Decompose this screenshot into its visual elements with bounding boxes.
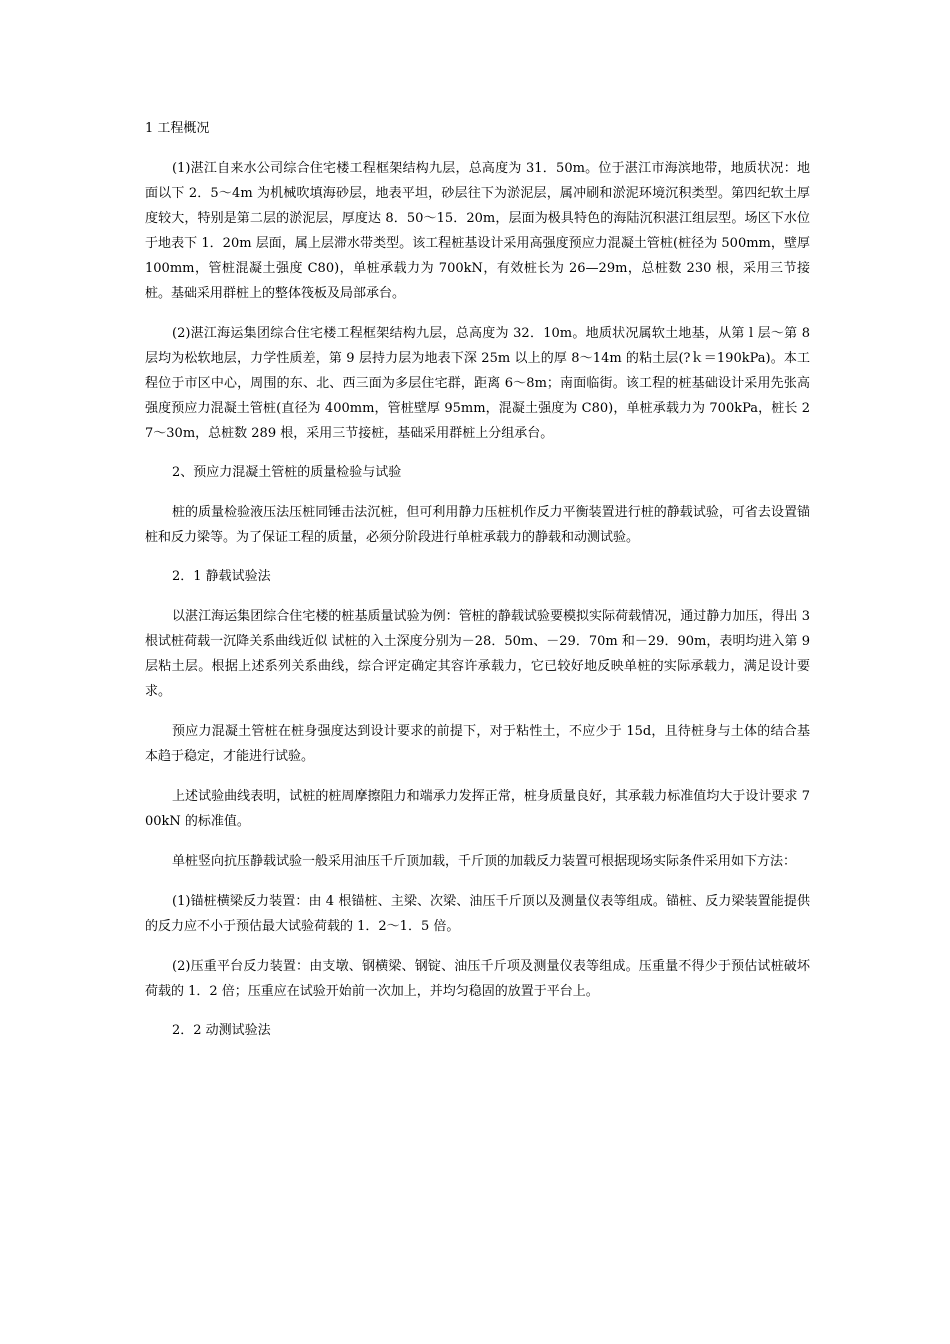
section-1-paragraph-2: (2)湛江海运集团综合住宅楼工程框架结构九层，总高度为 32．10m。地质状况属软土地基，从第 l 层～第 8 层均为松软地层，力学性质差，第 9 层持力层为地表下深 25m 以上的厚 8～14m 的粘土层(?ｋ＝190kPa)。本工程位于市区中心，周围的东、北、西三面为多层住宅群，距离 6～8m；南面临街。该工程的桩基础设计采用先张高强度预应力混凝土管桩(直径为 400mm，管桩壁厚 95mm，混凝土强度为 C80)，单桩承载力为 700kPa，桩长 27～30m，总桩数 289 根，采用三节接桩，基础采用群桩上分组承台。	[145, 326, 810, 441]
section-2-1-title: 2．1 静载试验法	[172, 569, 271, 584]
section-2-paragraph-1: 桩的质量检验液压法压桩同锤击法沉桩，但可利用静力压桩机作反力平衡装置进行桩的静载试验，可省去设置锚桩和反力梁等。为了保证工程的质量，必须分阶段进行单桩承载力的静载和动测试验。	[145, 505, 810, 545]
section-2-1-paragraph-4: 单桩竖向抗压静载试验一般采用油压千斤顶加载，千斤顶的加载反力装置可根据现场实际条件采用如下方法：	[172, 854, 797, 869]
section-2-1-paragraph-5: (1)锚桩横梁反力装置：由 4 根锚桩、主梁、次梁、油压千斤顶以及测量仪表等组成。锚桩、反力梁装置能提供的反力应不小于预估最大试验荷载的 1．2～1．5 倍。	[145, 894, 810, 934]
section-2-1-paragraph-3: 上述试验曲线表明，试桩的桩周摩擦阻力和端承力发挥正常，桩身质量良好，其承载力标准值均大于设计要求 700kN 的标准值。	[145, 789, 810, 829]
section-1-title: 1 工程概况	[145, 121, 210, 136]
section-2-1-paragraph-6: (2)压重平台反力装置：由支墩、钢横梁、钢锭、油压千斤项及测量仪表等组成。压重量不得少于预估试桩破坏荷载的 1．2 倍；压重应在试验开始前一次加上，并均匀稳固的放置于平台上。	[145, 959, 810, 999]
section-2-1-paragraph-2: 预应力混凝土管桩在桩身强度达到设计要求的前提下，对于粘性土，不应少于 15d，且待桩身与土体的结合基本趋于稳定，才能进行试验。	[145, 724, 810, 764]
section-2-1-paragraph-1: 以湛江海运集团综合住宅楼的桩基质量试验为例：管桩的静载试验要模拟实际荷载情况，通过静力加压，得出 3 根试桩荷载一沉降关系曲线近似 试桩的入土深度分别为－28．50m、－29．70m 和－29．90m，表明均进入第 9 层粘土层。根据上述系列关系曲线，综合评定确定其容许承载力，它已较好地反映单桩的实际承载力，满足设计要求。	[145, 609, 810, 699]
section-1-paragraph-1: (1)湛江自来水公司综合住宅楼工程框架结构九层，总高度为 31．50m。位于湛江市海滨地带，地质状况：地面以下 2．5～4m 为机械吹填海砂层，地表平坦，砂层往下为淤泥层，属冲刷和淤泥环境沉积类型。第四纪软土厚度较大，特别是第二层的淤泥层，厚度达 8．50～15．20m，层面为极具特色的海陆沉积湛江组层型。场区下水位于地表下 1．20m 层面，属上层滞水带类型。该工程桩基设计采用高强度预应力混凝土管桩(桩径为 500mm，壁厚 100mm，管桩混凝土强度 C80)，单桩承载力为 700kN，有效桩长为 26—29m，总桩数 230 根，采用三节接桩。基础采用群桩上的整体筏板及局部承台。	[145, 161, 810, 301]
section-2-title: 2、预应力混凝土管桩的质量检验与试验	[172, 465, 402, 480]
document-page	[145, 117, 810, 1058]
section-2-2-title: 2．2 动测试验法	[172, 1023, 271, 1038]
